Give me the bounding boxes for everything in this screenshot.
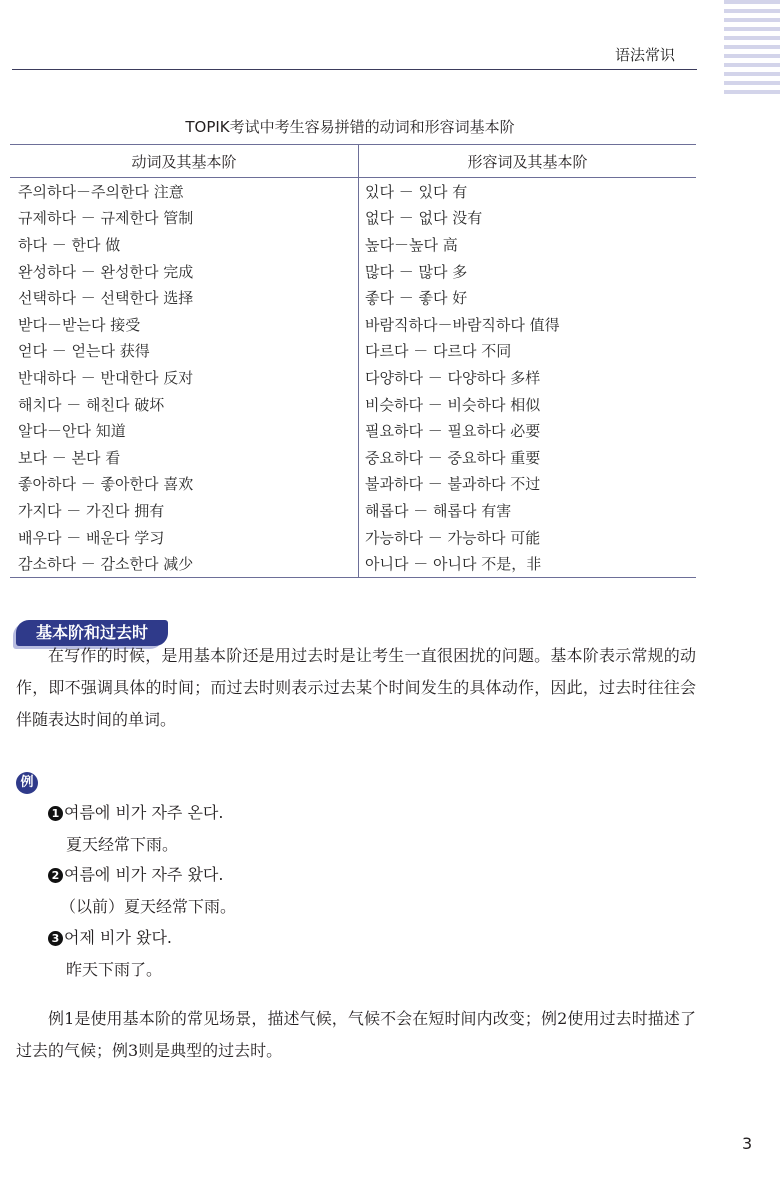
example-badge: 例: [16, 772, 38, 794]
example-2-korean: [48, 862, 223, 885]
adjective-cell: 있다 － 있다 有: [365, 182, 468, 201]
verb-cell: 하다 － 한다 做: [10, 231, 359, 258]
adjective-cell: 중요하다 － 중요하다 重要: [365, 448, 541, 467]
verb-cell: 반대하다 － 반대한다 反对: [10, 364, 359, 391]
adjective-cell: 다양하다 － 다양하다 多样: [365, 368, 541, 387]
example-3-translation: 昨天下雨了。: [66, 960, 163, 979]
example-1-korean: [48, 800, 223, 823]
table-row: [10, 417, 696, 444]
conclusion-paragraph: 例1是使用基本阶的常见场景，描述气候，气候不会在短时间内改变；例2使用过去时描述了过去的气候；例3则是典型的过去时。: [16, 1009, 696, 1060]
table-row: [10, 311, 696, 338]
running-header: 语法常识: [615, 46, 676, 64]
number-3-icon: 3: [48, 931, 63, 946]
header-rule: [12, 69, 697, 70]
verb-cell: 보다 － 본다 看: [10, 444, 359, 471]
adjective-cell: 해롭다 － 해롭다 有害: [365, 501, 512, 520]
table-row: [10, 391, 696, 418]
table-row: [10, 284, 696, 311]
table-header-row: [10, 145, 696, 178]
adjective-cell: 높다－높다 高: [365, 235, 458, 254]
adjective-cell: 없다 － 없다 没有: [365, 209, 483, 228]
verb-cell: 선택하다 － 선택한다 选择: [10, 284, 359, 311]
intro-paragraph: 在写作的时候，是用基本阶还是用过去时是让考生一直很困扰的问题。基本阶表示常规的动作，即不强调具体的时间；而过去时则表示过去某个时间发生的具体动作，因此，过去时往往会伴随表达时间的单词。: [16, 646, 696, 729]
adjective-cell: 비슷하다 － 비슷하다 相似: [365, 395, 541, 414]
verb-cell: 완성하다 － 완성한다 完成: [10, 258, 359, 285]
table-row: [10, 178, 696, 205]
verb-cell: 가지다 － 가진다 拥有: [10, 497, 359, 524]
adjective-cell: 바람직하다－바람직하다 值得: [365, 315, 560, 334]
table-row: [10, 258, 696, 285]
adjective-cell: 아니다 － 아니다 不是，非: [359, 550, 697, 577]
verb-cell: 받다－받는다 接受: [10, 311, 359, 338]
adjective-cell: 다르다 － 다르다 不同: [365, 342, 512, 361]
table-row: [10, 524, 696, 551]
verb-cell: 규제하다 － 규제한다 管制: [10, 205, 359, 232]
table-row: [10, 550, 696, 577]
column-header-adjectives: 形容词及其基本阶: [359, 145, 697, 178]
table-body: [10, 178, 696, 578]
adjective-cell: 가능하다 － 가능하다 可能: [365, 528, 541, 547]
example-2-translation: （以前）夏天经常下雨。: [60, 897, 237, 916]
verb-cell: 좋아하다 － 좋아한다 喜欢: [10, 471, 359, 498]
example-2-sentence: 여름에 비가 자주 왔다.: [64, 865, 224, 884]
table-caption: TOPIK考试中考生容易拼错的动词和形容词基本阶: [185, 118, 515, 136]
table-row: [10, 338, 696, 365]
verb-cell: 감소하다 － 감소한다 减少: [10, 550, 359, 577]
table-row: [10, 471, 696, 498]
verb-cell: 배우다 － 배운다 学习: [10, 524, 359, 551]
header-decoration: [724, 0, 780, 105]
verb-cell: 알다－안다 知道: [10, 417, 359, 444]
section-heading: 基本阶和过去时: [16, 620, 168, 646]
table-row: [10, 444, 696, 471]
table-row: [10, 497, 696, 524]
column-header-verbs: 动词及其基本阶: [10, 145, 359, 178]
page-number: 3: [742, 1134, 753, 1153]
example-1-translation: 夏天经常下雨。: [66, 835, 179, 854]
verb-cell: 주의하다－주의한다 注意: [10, 178, 359, 205]
verb-adjective-table: [10, 144, 696, 578]
table-row: [10, 205, 696, 232]
example-1-sentence: 여름에 비가 자주 온다.: [64, 803, 224, 822]
verb-cell: 해치다 － 해친다 破坏: [10, 391, 359, 418]
adjective-cell: 좋다 － 좋다 好: [365, 289, 468, 308]
adjective-cell: 필요하다 － 필요하다 必要: [365, 422, 541, 441]
number-1-icon: 1: [48, 806, 63, 821]
example-3-korean: [48, 925, 172, 948]
adjective-cell: 많다 － 많다 多: [365, 262, 468, 281]
example-3-sentence: 어제 비가 왔다.: [64, 928, 172, 947]
table-row: [10, 231, 696, 258]
adjective-cell: 불과하다 － 불과하다 不过: [365, 475, 541, 494]
number-2-icon: 2: [48, 868, 63, 883]
verb-cell: 얻다 － 얻는다 获得: [10, 338, 359, 365]
table-row: [10, 364, 696, 391]
